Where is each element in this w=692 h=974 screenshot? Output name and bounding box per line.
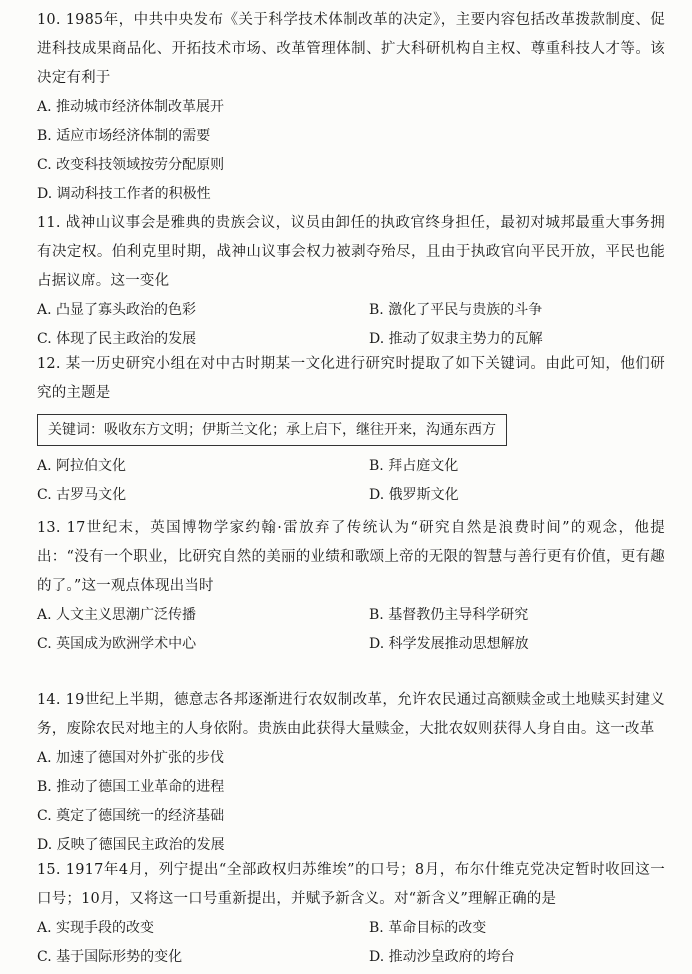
question-13 bbox=[37, 514, 665, 659]
option-b[interactable]: B. 推动了德国工业革命的进程 bbox=[37, 779, 225, 795]
question-11 bbox=[37, 209, 665, 354]
option-c[interactable]: C. 英国成为欧洲学术中心 bbox=[37, 636, 197, 652]
option-d[interactable]: D. 调动科技工作者的积极性 bbox=[37, 186, 211, 202]
option-a[interactable]: A. 加速了德国对外扩张的步伐 bbox=[37, 750, 225, 766]
options-list bbox=[37, 744, 665, 860]
option-a[interactable]: A. 推动城市经济体制改革展开 bbox=[37, 99, 225, 115]
question-stem: 12. 某一历史研究小组在对中古时期某一文化进行研究时提取了如下关键词。由此可知，他们研究的主题是 bbox=[37, 356, 665, 401]
option-b[interactable]: B. 基督教仍主导科学研究 bbox=[369, 607, 529, 623]
question-14 bbox=[37, 686, 665, 860]
option-b[interactable]: B. 拜占庭文化 bbox=[369, 458, 459, 474]
option-a[interactable]: A. 实现手段的改变 bbox=[37, 920, 155, 936]
question-15 bbox=[37, 856, 665, 972]
option-b[interactable]: B. 适应市场经济体制的需要 bbox=[37, 128, 211, 144]
option-c[interactable]: C. 改变科技领域按劳分配原则 bbox=[37, 157, 225, 173]
question-stem: 11. 战神山议事会是雅典的贵族会议，议员由卸任的执政官终身担任，最初对城邦最重大事务拥有决定权。伯利克里时期，战神山议事会权力被剥夺殆尽，且由于执政官向平民开放，平民也能占据议席。这一变化 bbox=[37, 215, 665, 289]
options-list bbox=[37, 93, 665, 209]
options-grid bbox=[37, 601, 665, 659]
option-a[interactable]: A. 阿拉伯文化 bbox=[37, 458, 127, 474]
option-d[interactable]: D. 俄罗斯文化 bbox=[369, 487, 459, 503]
options-grid bbox=[37, 296, 665, 354]
option-a[interactable]: A. 人文主义思潮广泛传播 bbox=[37, 607, 197, 623]
option-d[interactable]: D. 科学发展推动思想解放 bbox=[369, 636, 529, 652]
question-stem: 15. 1917年4月，列宁提出“全部政权归苏维埃”的口号；8月，布尔什维克党决定暂时收回这一口号；10月，又将这一口号重新提出，并赋予新含义。对“新含义”理解正确的是 bbox=[37, 862, 665, 907]
option-d[interactable]: D. 推动沙皇政府的垮台 bbox=[369, 949, 515, 965]
question-stem: 10. 1985年，中共中央发布《关于科学技术体制改革的决定》，主要内容包括改革拨款制度、促进科技成果商品化、开拓技术市场、改革管理体制、扩大科研机构自主权、尊重科技人才等。该决定有利于 bbox=[37, 12, 665, 86]
options-grid bbox=[37, 914, 665, 972]
question-stem: 14. 19世纪上半期，德意志各邦逐渐进行农奴制改革，允许农民通过高额赎金或土地赎买封建义务，废除农民对地主的人身依附。贵族由此获得大量赎金，大批农奴则获得人身自由。这一改革 bbox=[37, 692, 665, 737]
option-c[interactable]: C. 体现了民主政治的发展 bbox=[37, 331, 197, 347]
options-grid bbox=[37, 452, 665, 510]
keywords-box: 关键词：吸收东方文明；伊斯兰文化；承上启下，继往开来，沟通东西方 bbox=[37, 414, 507, 446]
option-c[interactable]: C. 奠定了德国统一的经济基础 bbox=[37, 808, 225, 824]
option-a[interactable]: A. 凸显了寡头政治的色彩 bbox=[37, 302, 197, 318]
option-c[interactable]: C. 古罗马文化 bbox=[37, 487, 127, 503]
option-d[interactable]: D. 反映了德国民主政治的发展 bbox=[37, 837, 225, 853]
question-12 bbox=[37, 350, 665, 510]
option-b[interactable]: B. 革命目标的改变 bbox=[369, 920, 487, 936]
option-c[interactable]: C. 基于国际形势的变化 bbox=[37, 949, 183, 965]
question-stem: 13. 17世纪末，英国博物学家约翰·雷放弃了传统认为“研究自然是浪费时间”的观念，他提出：“没有一个职业，比研究自然的美丽的业绩和歌颂上帝的无限的智慧与善行更有价值，更有趣的了。”这一观点体现出当时 bbox=[37, 520, 665, 594]
question-10 bbox=[37, 6, 665, 209]
option-b[interactable]: B. 激化了平民与贵族的斗争 bbox=[369, 302, 543, 318]
option-d[interactable]: D. 推动了奴隶主势力的瓦解 bbox=[369, 331, 543, 347]
